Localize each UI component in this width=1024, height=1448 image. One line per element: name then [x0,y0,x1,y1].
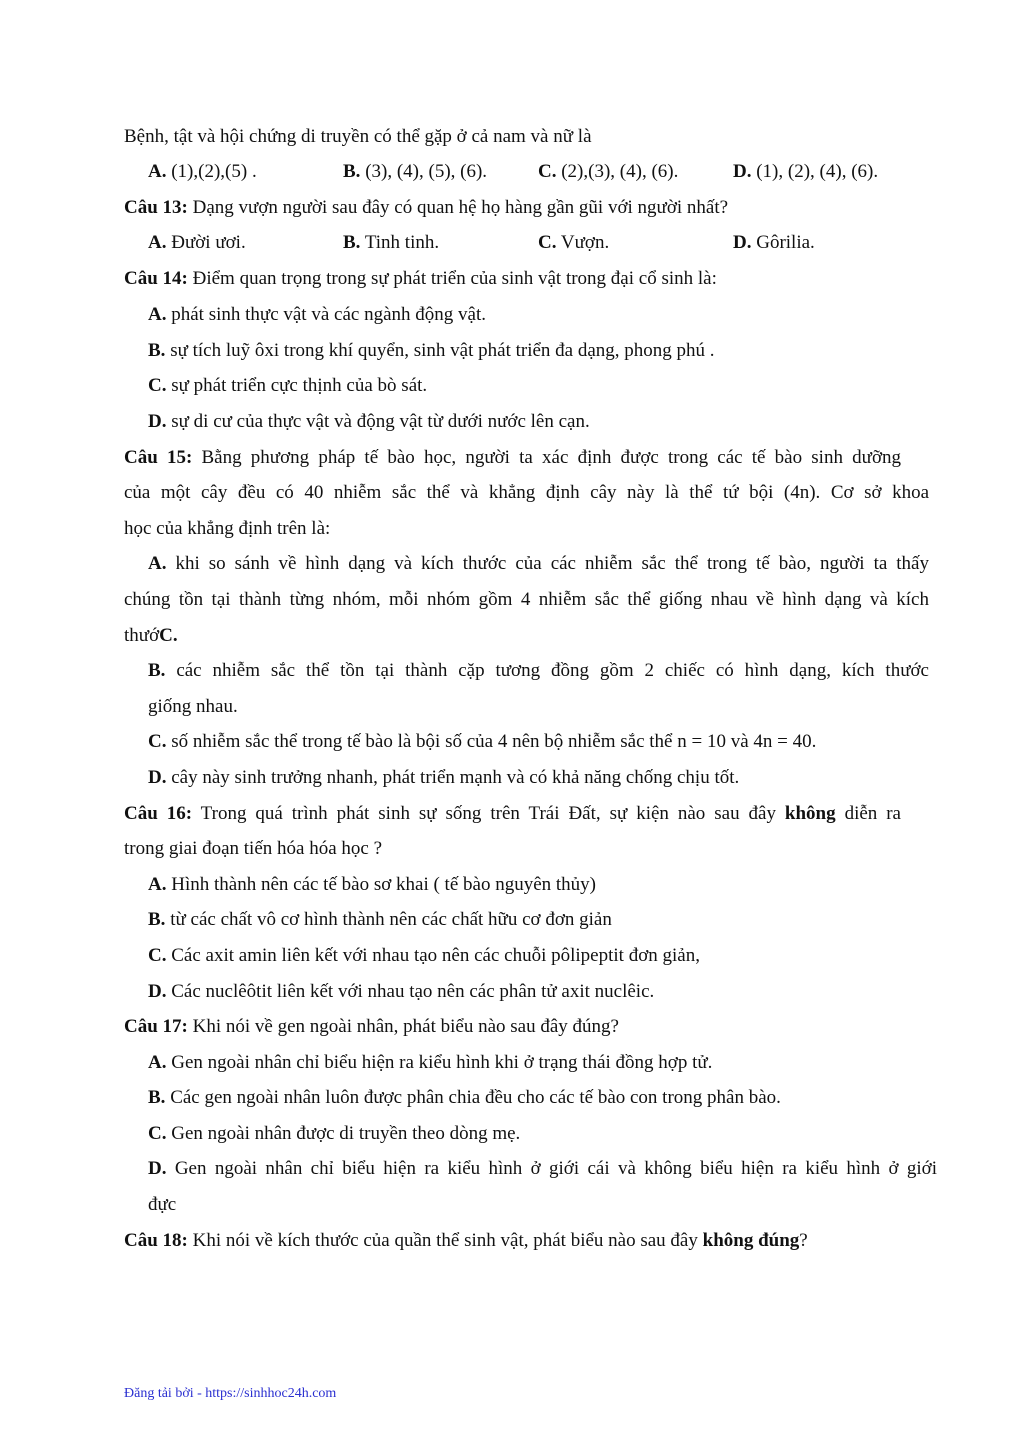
intro-text: Bệnh, tật và hội chứng di truyền có thể gặp ở cả nam và nữ là [124,126,592,147]
question-14: Câu 14: Điểm quan trọng trong sự phát triển của sinh vật trong đại cổ sinh là: [124,268,717,289]
question-15-line-2: của một cây đều có 40 nhiễm sắc thể và khẳng định cây này là thể tứ bội (4n). Cơ sở khoa [124,482,929,503]
q17-option-b: B. Các gen ngoài nhân luôn được phân chia đều cho các tế bào con trong phân bào. [148,1087,781,1108]
intro-option-a: A. (1),(2),(5) . [148,161,257,182]
question-13: Câu 13: Dạng vượn người sau đây có quan hệ họ hàng gần gũi với người nhất? [124,197,729,218]
question-17: Câu 17: Khi nói về gen ngoài nhân, phát biểu nào sau đây đúng? [124,1016,619,1037]
q16-option-a: A. Hình thành nên các tế bào sơ khai ( tế bào nguyên thủy) [148,874,596,895]
intro-option-c: C. (2),(3), (4), (6). [538,161,679,182]
q13-option-a: A. Đười ươi. [148,232,246,253]
q15-option-a-line-1: A. khi so sánh về hình dạng và kích thước của các nhiễm sắc thể trong tế bào, người ta thấy [148,553,929,574]
q17-option-c: C. Gen ngoài nhân được di truyền theo dòng mẹ. [148,1123,521,1144]
q15-option-b-line-2: giống nhau. [148,696,238,717]
q15-option-a-line-3: thướC. [124,625,178,646]
question-16-line-1: Câu 16: Trong quá trình phát sinh sự sống trên Trái Đất, sự kiện nào sau đây không diễn ra [124,803,901,824]
q13-option-b: B. Tinh tinh. [343,232,440,253]
q17-option-d-line-1: D. Gen ngoài nhân chỉ biểu hiện ra kiểu hình ở giới cái và không biểu hiện ra kiểu hình ở giới [148,1158,937,1179]
intro-options-row [0,160,1024,184]
intro-option-d: D. (1), (2), (4), (6). [733,161,879,182]
q16-option-c: C. Các axit amin liên kết với nhau tạo nên các chuỗi pôlipeptit đơn giản, [148,945,700,966]
footer-credit: Đăng tải bởi - https://sinhhoc24h.com [124,1386,337,1401]
question-16-line-2: trong giai đoạn tiến hóa hóa học ? [124,838,383,859]
q17-option-a: A. Gen ngoài nhân chỉ biểu hiện ra kiểu hình khi ở trạng thái đồng hợp tử. [148,1052,713,1073]
q13-option-c: C. Vượn. [538,232,610,253]
question-13-options [0,231,1024,255]
q15-option-c: C. số nhiễm sắc thể trong tế bào là bội số của 4 nên bộ nhiễm sắc thể n = 10 và 4n = 40. [148,731,817,752]
q16-option-b: B. từ các chất vô cơ hình thành nên các chất hữu cơ đơn giản [148,909,612,930]
q14-option-b: B. sự tích luỹ ôxi trong khí quyển, sinh vật phát triển đa dạng, phong phú . [148,340,715,361]
question-15-line-3: học của khẳng định trên là: [124,518,331,539]
q15-option-d: D. cây này sinh trưởng nhanh, phát triển mạnh và có khả năng chống chịu tốt. [148,767,740,788]
q13-option-d: D. Gôrilia. [733,232,815,253]
question-15-line-1: Câu 15: Bằng phương pháp tế bào học, người ta xác định được trong các tế bào sinh dưỡng [124,447,901,468]
intro-option-b: B. (3), (4), (5), (6). [343,161,488,182]
question-18: Câu 18: Khi nói về kích thước của quần thể sinh vật, phát biểu nào sau đây không đúng? [124,1230,808,1251]
q16-option-d: D. Các nuclêôtit liên kết với nhau tạo nên các phân tử axit nuclêic. [148,981,655,1002]
q17-option-d-line-2: đực [148,1194,177,1215]
q14-option-c: C. sự phát triển cực thịnh của bò sát. [148,375,428,396]
q14-option-d: D. sự di cư của thực vật và động vật từ dưới nước lên cạn. [148,411,590,432]
q15-option-b-line-1: B. các nhiễm sắc thể tồn tại thành cặp tương đồng gồm 2 chiếc có hình dạng, kích thước [148,660,929,681]
q14-option-a: A. phát sinh thực vật và các ngành động vật. [148,304,486,325]
q15-option-a-line-2: chúng tồn tại thành từng nhóm, mỗi nhóm gồm 4 nhiễm sắc thể giống nhau về hình dạng và kích [124,589,929,610]
